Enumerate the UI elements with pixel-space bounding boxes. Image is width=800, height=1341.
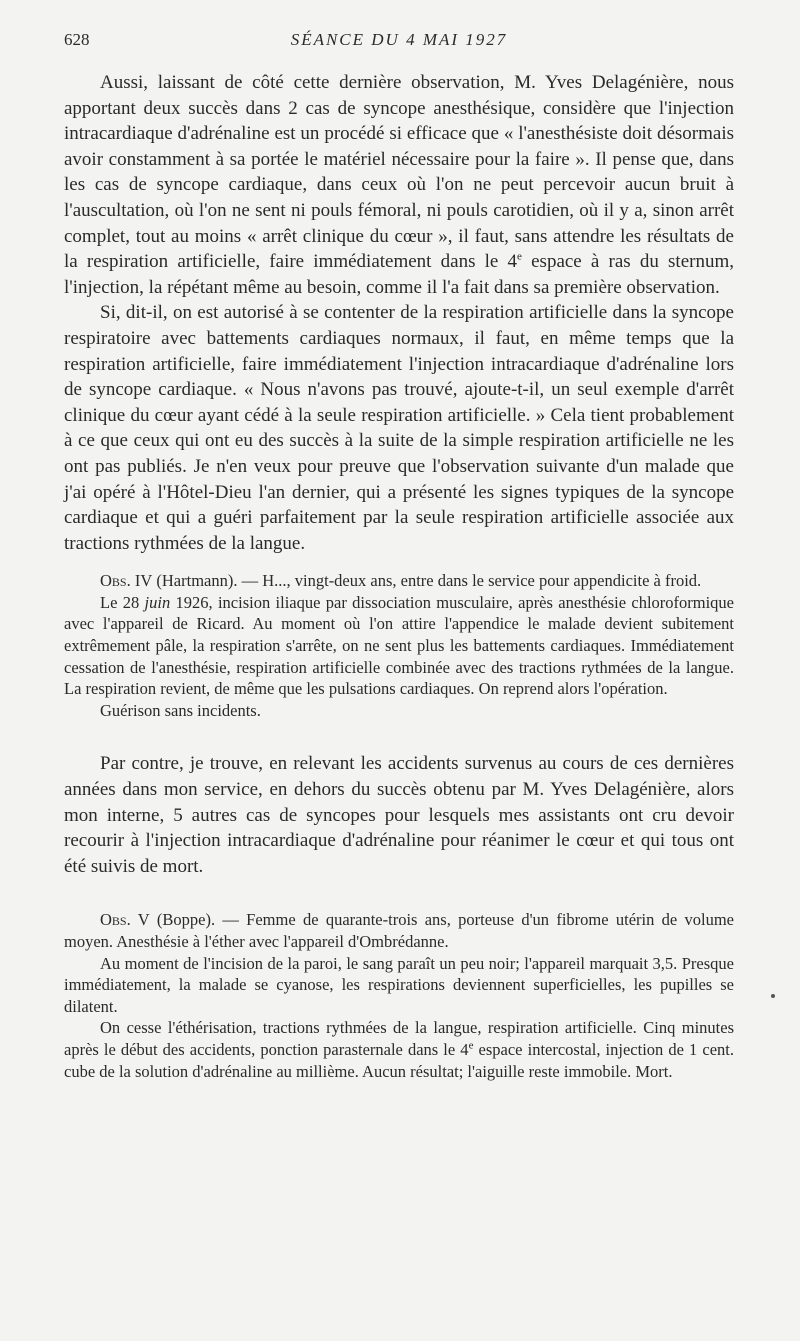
margin-dot: [771, 994, 775, 998]
body-text: [64, 70, 734, 1082]
observation-5-incision: Au moment de l'incision de la paroi, le sang paraît un peu noir; l'appareil marquait 3,5. Presque immédiatement, la malade se cyanose, les respirations deviennent superficielles, les pupilles se dilatent.: [64, 953, 734, 1016]
paragraph-respiration: Si, dit-il, on est autorisé à se contenter de la respiration artificielle dans la syncope respiratoire avec battements cardiaques normaux, il faut, en même temps que la respiration artificielle, faire immédiatement l'injection intracardiaque d'adrénaline lors de syncope cardiaque. « Nous n'avons pas trouvé, ajoute-t-il, un seul exemple d'arrêt clinique du cœur ayant cédé à la seule respiration artificielle. » Cela tient probablement à ce que ceux qui ont eu des succès à la suite de la simple respiration artificielle ne les ont pas publiés. Je n'en veux pour preuve que l'observation suivante d'un malade que j'ai opéré à l'Hôtel-Dieu l'an dernier, qui a présenté les signes typiques de la syncope cardiaque et qui a guéri parfaitement par la seule respiration artificielle associée aux tractions rythmées de la langue.: [64, 302, 734, 554]
observation-4-outcome: Guérison sans incidents.: [100, 700, 261, 720]
page-header: [64, 30, 734, 54]
page-number: 628: [64, 30, 90, 49]
observation-4-body: Le 28 juin 1926, incision iliaque par dissociation musculaire, après anesthésie chloroformique avec l'appareil de Ricard. Au moment où l'on attire l'appendice le malade devient subitement extrêmement pâle, la respiration s'arrête, on ne sent plus les battements cardiaques. Immédiatement cessation de l'anesthésie, respiration artificielle combinée avec des tractions rythmées de la langue. La respiration revient, de même que les pulsations cardiaques. On reprend alors l'opération.: [64, 592, 735, 699]
paragraph-delageniere: Aussi, laissant de côté cette dernière observation, M. Yves Delagénière, nous apportant deux succès dans 2 cas de syncope anesthésique, considère que l'injection intracardiaque d'adrénaline est un procédé si efficace que « l'anesthésiste doit désormais avoir constamment à sa portée le matériel nécessaire pour la faire ». Il pense que, dans les cas de syncope cardiaque, dans ceux où l'on ne peut percevoir aucun bruit à l'auscultation, où l'on ne sent ni pouls fémoral, ni pouls carotidien, où il y a, sinon arrêt complet, tout au moins « arrêt clinique du cœur », il faut, sans attendre les résultats de la respiration artificielle, faire immédiatement dans le 4e espace à ras du sternum, l'injection, la répétant même au besoin, comme il l'a fait dans sa première observation.: [64, 72, 734, 298]
observation-4-intro: Obs. IV (Hartmann). — H..., vingt-deux ans, entre dans le service pour appendicite à froid.: [100, 571, 702, 591]
running-title: SÉANCE DU 4 MAI 1927: [290, 30, 508, 49]
paragraph-syncopes: Par contre, je trouve, en relevant les accidents survenus au cours de ces dernières années dans mon service, en dehors du succès obtenu par M. Yves Delagénière, alors mon interne, 5 autres cas de syncopes pour lesquels mes assistants ont cru devoir recourir à l'injection intracardiaque d'adrénaline pour réanimer le cœur et qui tous ont été suivis de mort.: [64, 753, 734, 877]
observation-5-outcome: On cesse l'éthérisation, tractions rythmées de la langue, respiration artificielle. Cinq minutes après le début des accidents, ponction parasternale dans le 4e espace intercostal, injection de 1 cent. cube de la solution d'adrénaline au millième. Aucun résultat; l'aiguille reste immobile. Mort.: [64, 1018, 734, 1081]
observation-5-intro: Obs. V (Boppe). — Femme de quarante-trois ans, porteuse d'un fibrome utérin de volume moyen. Anesthésie à l'éther avec l'appareil d'Ombrédanne.: [64, 910, 734, 951]
